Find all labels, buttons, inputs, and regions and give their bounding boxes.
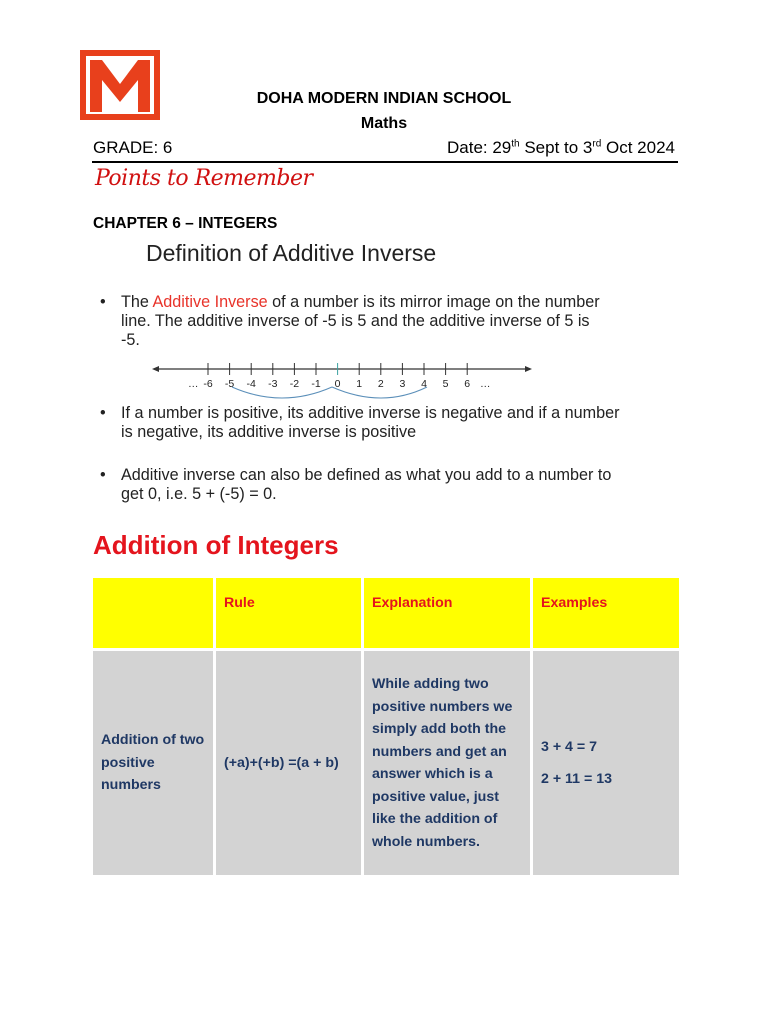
grade-label: GRADE: 6 [93, 138, 173, 157]
addition-rules-table [90, 575, 682, 878]
example-2: 2 + 11 = 13 [541, 771, 613, 787]
number-line-label: -2 [289, 378, 300, 390]
cell-examples [533, 651, 679, 875]
table-row [93, 651, 679, 875]
number-line-label: -6 [203, 378, 213, 390]
number-line-label: 3 [399, 378, 406, 390]
addition-heading: Addition of Integers [93, 530, 339, 560]
subject-title: Maths [360, 115, 408, 132]
points-to-remember-heading: Points to Remember [95, 166, 313, 191]
bullet-additive-inverse: • The Additive Inverse of a number is its mirror image on the number line. The additive inverse of -5 is 5 and the additive inverse of 5 is -5. [100, 293, 600, 349]
number-line-label: 0 [334, 378, 341, 390]
definition-title: Definition of Additive Inverse [146, 240, 437, 266]
example-1: 3 + 4 = 7 [541, 738, 598, 755]
school-name: DOHA MODERN INDIAN SCHOOL [256, 90, 512, 107]
bullet-icon: • [100, 293, 106, 311]
bullet-positive-negative: • If a number is positive, its additive inverse is negative and if a number is negative, its additive inverse is positive [100, 404, 620, 441]
header-cell-examples: Examples [533, 578, 679, 648]
additive-inverse-highlight: Additive Inverse [152, 293, 268, 311]
number-line-label: 1 [356, 378, 363, 390]
number-line [152, 357, 532, 407]
number-line-label: -3 [268, 378, 278, 390]
header-cell-rule: Rule [216, 578, 361, 648]
number-line-label: 5 [442, 378, 449, 390]
cell-case: Addition of two positive numbers [93, 651, 213, 875]
number-line-label: 6 [464, 378, 471, 390]
cell-rule: (+a)+(+b) =(a + b) [216, 651, 361, 875]
number-line-label: 4 [421, 378, 427, 390]
bullet-icon: • [100, 404, 106, 422]
header-cell-empty [93, 578, 213, 648]
date-label: Date: 29th Sept to 3rd Oct 2024 [446, 138, 675, 157]
header-cell-explanation: Explanation [364, 578, 530, 648]
chapter-heading: CHAPTER 6 – INTEGERS [93, 215, 278, 232]
table-header-row [93, 578, 679, 648]
number-line-label: -4 [246, 378, 256, 390]
number-line-left-ellipsis: … [188, 378, 199, 390]
number-line-right-ellipsis: … [480, 378, 491, 390]
number-line-label: -1 [311, 378, 321, 390]
school-logo [80, 50, 160, 120]
header-divider [92, 161, 678, 163]
number-line-label: -5 [224, 378, 235, 390]
bullet-sum-zero: • Additive inverse can also be defined as what you add to a number to get 0, i.e. 5 + (-5) = 0. [100, 466, 612, 503]
bullet-icon: • [100, 466, 106, 484]
cell-explanation: While adding two positive numbers we simply add both the numbers and get an answer which is a positive value, just like the addition of whole numbers. [364, 651, 530, 875]
number-line-label: 2 [377, 378, 384, 390]
